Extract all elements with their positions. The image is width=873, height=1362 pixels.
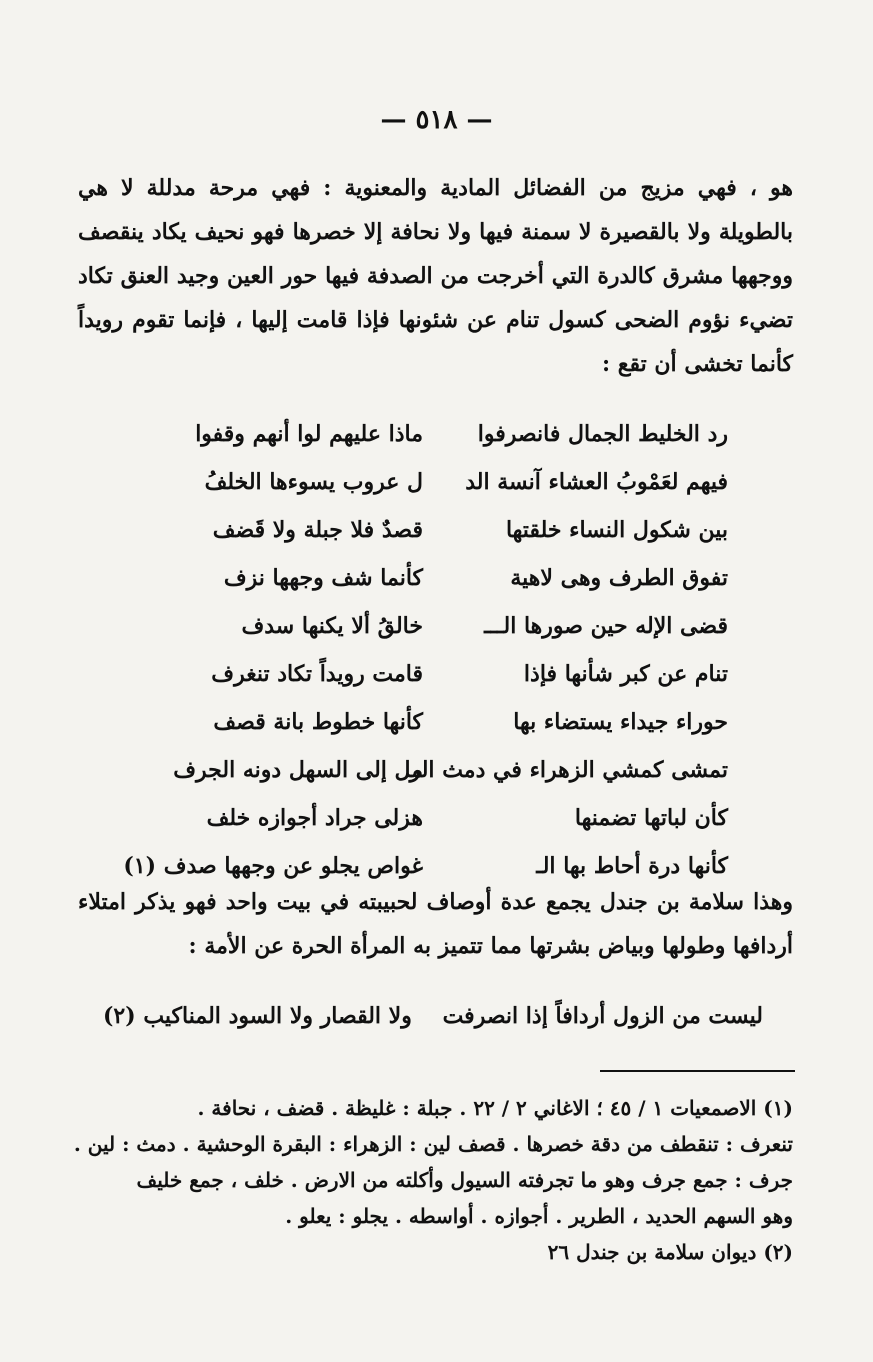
verse-second-hemistich: كأنها خطوط بانة قصف: [213, 709, 423, 735]
verse-first-hemistich: تنام عن كبر شأنها فإذا: [523, 661, 728, 687]
verse-second-hemistich: خالقُ ألا يكنها سدف: [241, 613, 423, 639]
verse-line: [143, 698, 728, 746]
verse-line: [143, 794, 728, 842]
verse-second-hemistich: هزلى جراد أجوازه خلف: [206, 805, 423, 831]
verse-line: [143, 650, 728, 698]
verse-first-hemistich: حوراء جيداء يستضاء بها: [513, 709, 728, 735]
footnote-line: تنعرف : تنقطف من دقة خصرها . قصف لين : الزهراء : البقرة الوحشية . دمث : لين .: [73, 1132, 793, 1156]
poem: [123, 410, 728, 890]
verse-line: [143, 602, 728, 650]
verse-line: [143, 746, 728, 794]
verse-first-hemistich: فيهم لعَمْوبُ العشاء آنسة الد: [465, 469, 728, 495]
verse-first-hemistich: تفوق الطرف وهى لاهية: [510, 565, 728, 591]
verse-second-hemistich: ولا القصار ولا السود المناكيب (٢): [103, 1003, 412, 1029]
verse-second-hemistich: قصدٌ فلا جبلة ولا قَضف: [212, 517, 423, 543]
paragraph-2: وهذا سلامة بن جندل يجمع عدة أوصاف لحبيبته في بيت واحد فهو يذكر امتلاء أردافها وطولها وبياض بشرتها مما تتميز به المرأة الحرة عن الأمة :: [78, 889, 793, 959]
verse-second-hemistich: ل عروب يسوءها الخلفُ: [204, 469, 423, 495]
paragraph-1: هو ، فهي مزيج من الفضائل المادية والمعنوية : فهي مرحة مدللة لا هي بالطويلة ولا بالقصيرة لا سمنة فيها ولا نحافة إلا خصرها فهو نحيف يكاد ينقصف ووجهها مشرق كالدرة التي أخرجت من الصدفة فيها حور العين وجيد العنق تكاد تضيء نؤوم الضحى كسول تنام عن شئونها فإذا قامت إليها ، فإنما تقوم رويداً كأنما تخشى أن تقع :: [78, 175, 793, 377]
verse-second-hemistich: قامت رويداً تكاد تنغرف: [211, 661, 423, 687]
footnotes: [73, 1090, 793, 1270]
verse-line: [143, 506, 728, 554]
footnote-line: (١) الاصمعيات ١ / ٤٥ ؛ الاغاني ٢ / ٢٢ . جبلة : غليظة . قضف ، نحافة .: [197, 1096, 793, 1120]
footnote-line: جرف : جمع جرف وهو ما تجرفته السيول وأكلته من الارض . خلف ، جمع خليف: [136, 1168, 793, 1192]
verse-second-hemistich: مل إلى السهل دونه الجرف: [173, 757, 423, 783]
page-number: — ٥١٨ —: [380, 105, 493, 135]
verse-line: [143, 554, 728, 602]
verse-first-hemistich: كأنها درة أحاط بها الـ: [536, 853, 728, 879]
verse-second-hemistich: غواص يجلو عن وجهها صدف (١): [123, 853, 423, 879]
verse-first-hemistich: قضى الإله حين صورها الـــ: [484, 613, 728, 639]
verse-first-hemistich: بين شكول النساء خلقتها: [505, 517, 728, 543]
verse-first-hemistich: رد الخليط الجمال فانصرفوا: [477, 421, 728, 447]
single-verse: [103, 1003, 763, 1029]
footnote-line: وهو السهم الحديد ، الطرير . أجوازه . أواسطه . يجلو : يعلو .: [285, 1204, 793, 1228]
verse-first-hemistich: ليست من الزول أردافاً إذا انصرفت: [442, 1003, 763, 1029]
verse-line: [143, 458, 728, 506]
verse-first-hemistich: تمشى كمشي الزهراء في دمث الر: [409, 757, 728, 783]
verse-line: [143, 410, 728, 458]
verse-second-hemistich: ماذا عليهم لوا أنهم وقفوا: [195, 421, 423, 447]
footnote-separator: [600, 1070, 795, 1072]
verse-first-hemistich: كأن لباتها تضمنها: [574, 805, 728, 831]
verse-second-hemistich: كأنما شف وجهها نزف: [223, 565, 423, 591]
footnote-line: (٢) ديوان سلامة بن جندل ٢٦: [547, 1240, 793, 1264]
